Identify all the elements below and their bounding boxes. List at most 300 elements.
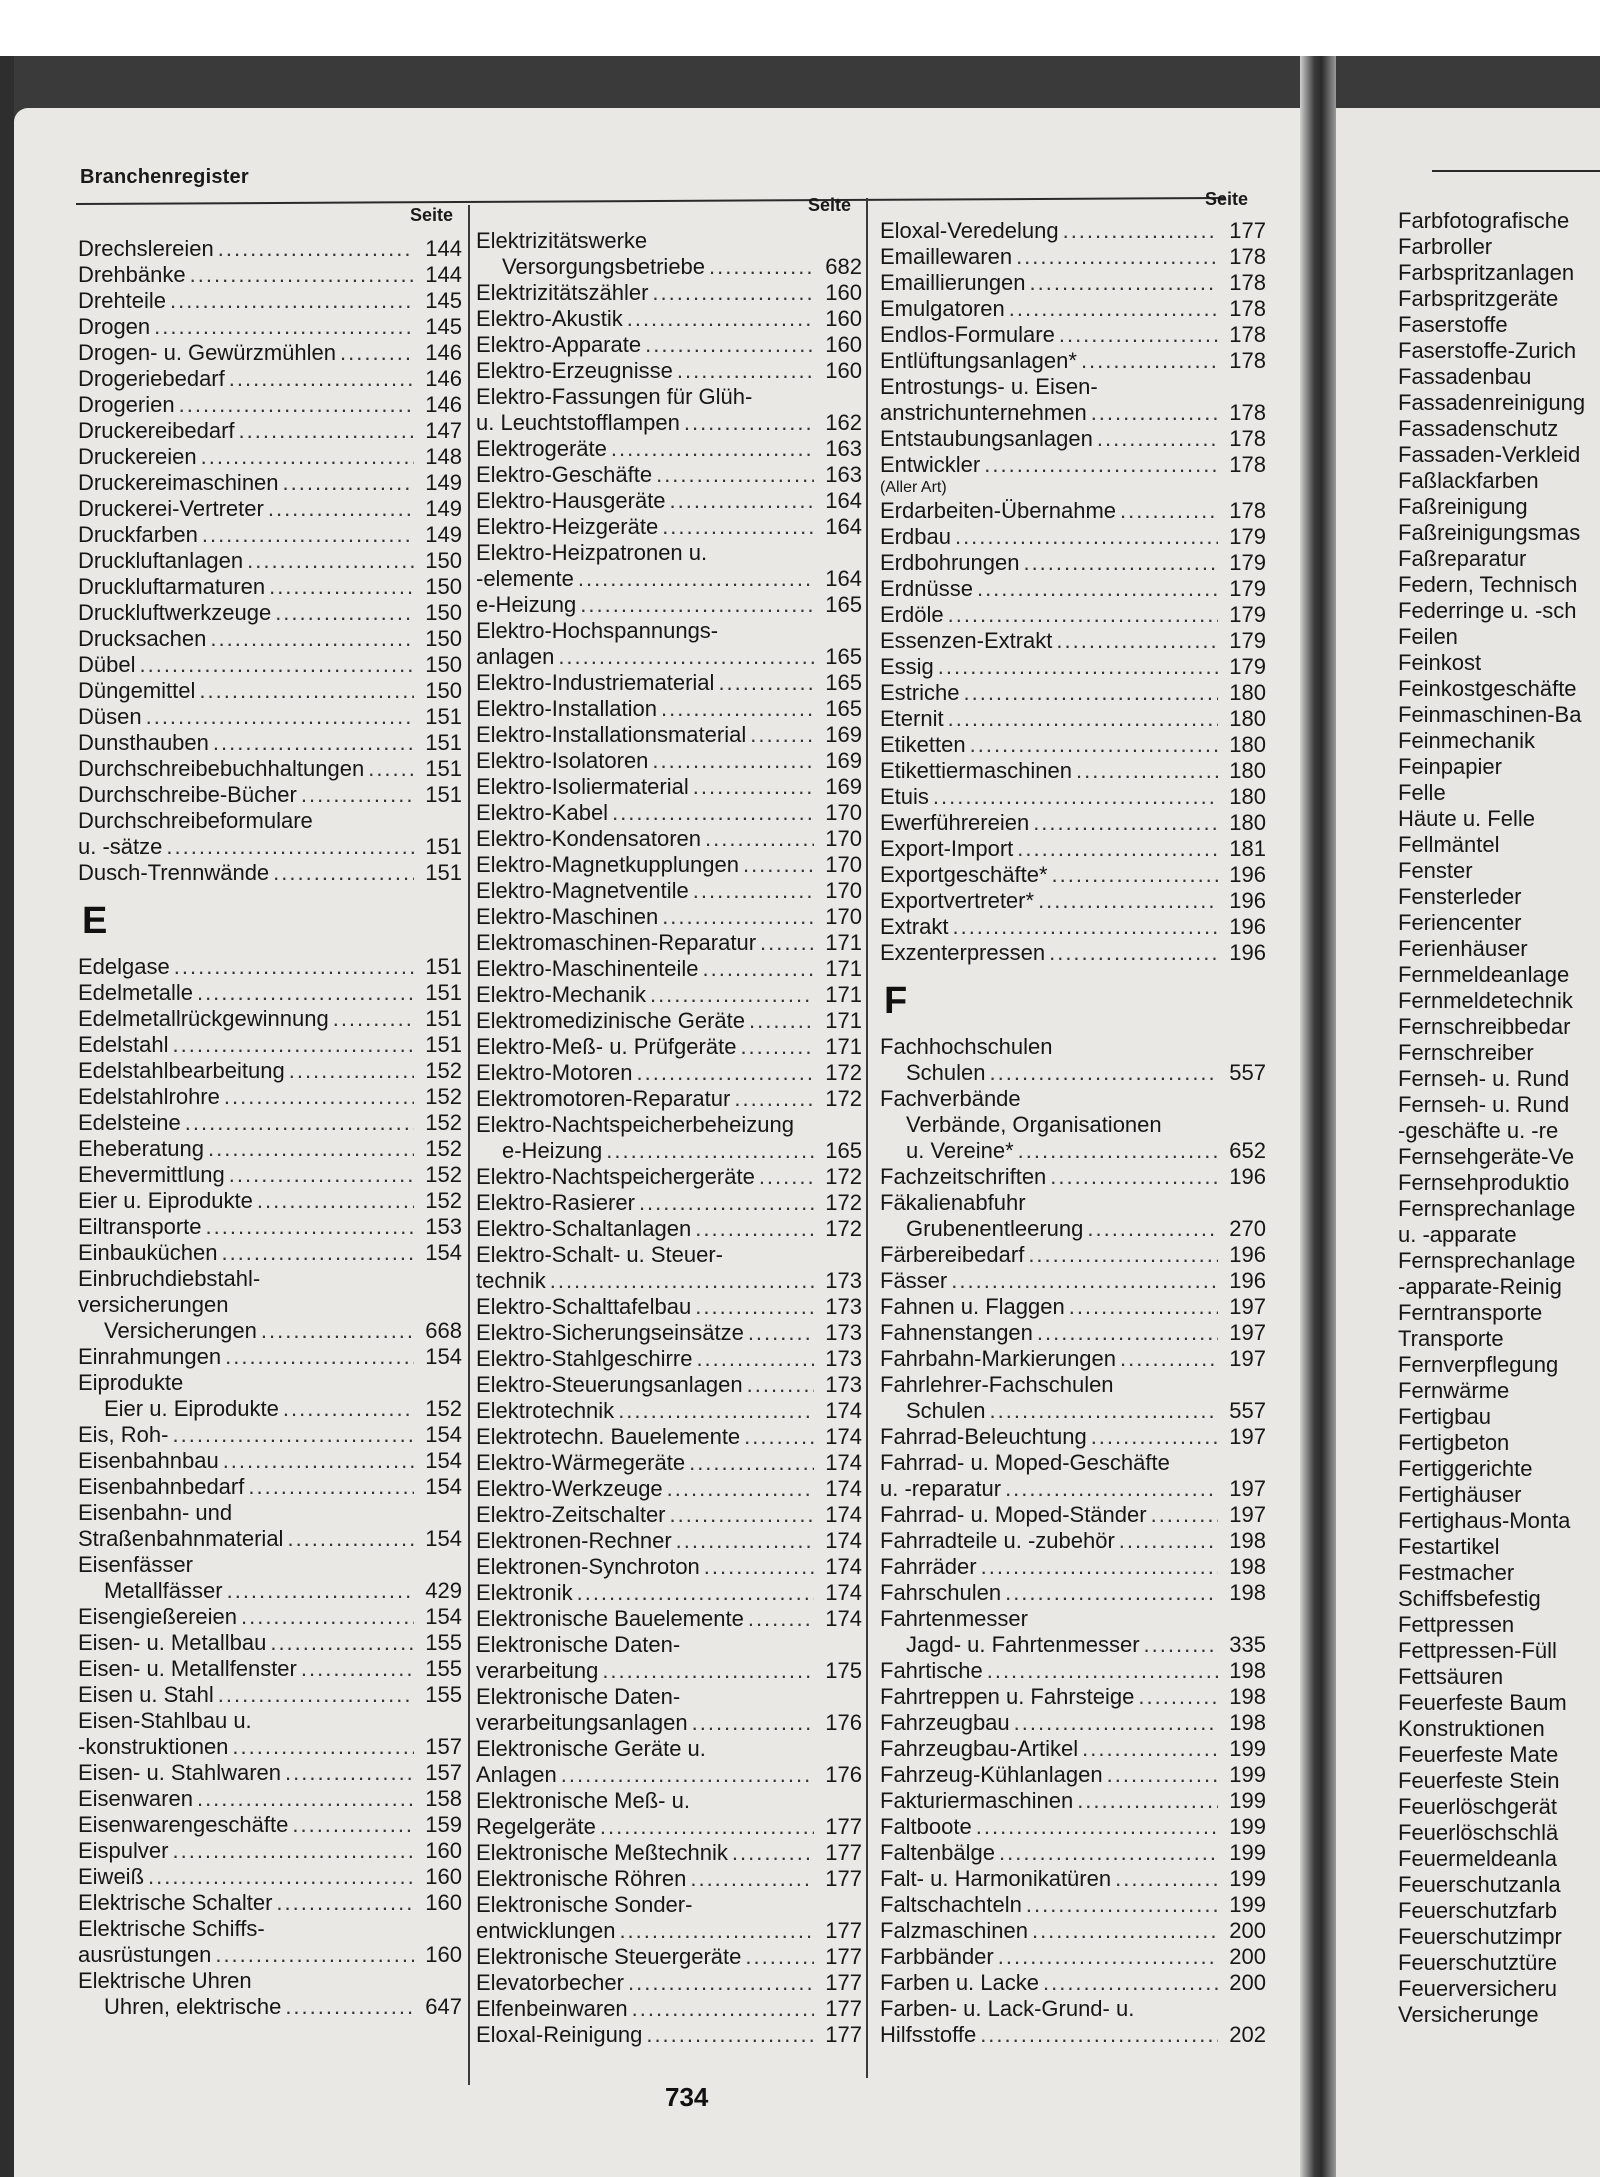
dot-leader [748, 1606, 814, 1632]
dot-leader [744, 1424, 814, 1450]
dot-leader [628, 1970, 814, 1996]
dot-leader [652, 280, 814, 306]
dot-leader [239, 418, 414, 444]
entry-page-number: 335 [1229, 1632, 1266, 1657]
entry-page-number: 160 [825, 358, 862, 383]
entry-term: Fertighaus-Monta [1398, 1508, 1571, 1533]
entry-term: Fernmeldetechnik [1398, 988, 1573, 1013]
entry-page-number: 179 [1229, 602, 1266, 627]
index-entry [476, 1580, 862, 1606]
right-page-entry [1398, 286, 1600, 312]
entry-term: e-Heizung [476, 592, 577, 617]
entry-term: Schulen [906, 1060, 986, 1085]
entry-term: Elektronische Sonder- [476, 1892, 693, 1917]
entry-term: Druckereibedarf [78, 418, 235, 443]
index-entry [476, 722, 862, 748]
dot-leader [1091, 1424, 1218, 1450]
dot-leader [285, 1994, 414, 2020]
dot-leader [1038, 888, 1218, 914]
index-entry [78, 1448, 462, 1474]
entry-term: Elektronische Röhren [476, 1866, 687, 1891]
entry-term: Feuermeldeanla [1398, 1846, 1557, 1871]
entry-term: Elektro-Kabel [476, 800, 609, 825]
entry-term: Edelstahl [78, 1032, 169, 1057]
dot-leader [612, 800, 814, 826]
dot-leader [998, 1944, 1218, 1970]
dot-leader [760, 930, 814, 956]
index-column-2 [476, 228, 862, 2048]
index-entry [880, 1216, 1266, 1242]
entry-term: verarbeitung [476, 1658, 599, 1683]
right-page-entry [1398, 1742, 1600, 1768]
index-entry [476, 1242, 862, 1268]
entry-term: Fahrräder [880, 1554, 977, 1579]
entry-term: Elektro-Schaltanlagen [476, 1216, 692, 1241]
entry-term: Elektrotechnik [476, 1398, 615, 1423]
index-entry [880, 1320, 1266, 1346]
entry-term: Fahrbahn-Markierungen [880, 1346, 1117, 1371]
entry-term: Einbauküchen [78, 1240, 218, 1265]
entry-term: Dunsthauben [78, 730, 209, 755]
entry-term: Fernseh- u. Rund [1398, 1066, 1570, 1091]
index-entry [880, 1918, 1266, 1944]
entry-term: Elektro-Akustik [476, 306, 623, 331]
index-entry [880, 914, 1266, 940]
entry-term: Drogen- u. Gewürzmühlen [78, 340, 337, 365]
index-entry [880, 1190, 1266, 1216]
index-entry [78, 392, 462, 418]
index-column-3 [880, 218, 1266, 2048]
index-entry [78, 1474, 462, 1500]
entry-page-number: 151 [425, 1006, 462, 1031]
right-page-entry [1398, 1716, 1600, 1742]
dot-leader [709, 254, 814, 280]
entry-term: Fäkalienabfuhr [880, 1190, 1026, 1215]
entry-term: Federn, Technisch [1398, 572, 1578, 597]
entry-page-number: 170 [825, 826, 862, 851]
entry-term: Konstruktionen [1398, 1716, 1545, 1741]
right-page-entry [1398, 390, 1600, 416]
entry-page-number: 196 [1229, 1242, 1266, 1267]
entry-term: Druckluftanlagen [78, 548, 244, 573]
index-entry [880, 706, 1266, 732]
right-page-entry [1398, 1248, 1600, 1274]
right-page-entry [1398, 1404, 1600, 1430]
entry-term: Essig [880, 654, 934, 679]
entry-page-number: 177 [825, 1840, 862, 1865]
index-entry [880, 1658, 1266, 1684]
right-page-entry [1398, 1872, 1600, 1898]
entry-term: Feuerfeste Mate [1398, 1742, 1559, 1767]
entry-page-number: 178 [1229, 296, 1266, 321]
index-entry [476, 1970, 862, 1996]
entry-term: Fahrrad-Beleuchtung [880, 1424, 1087, 1449]
right-page-entry [1398, 364, 1600, 390]
dot-leader [179, 392, 414, 418]
index-entry [476, 1112, 862, 1138]
entry-page-number: 165 [825, 670, 862, 695]
right-page-entry [1398, 1040, 1600, 1066]
index-entry [476, 1554, 862, 1580]
entry-page-number: 270 [1229, 1216, 1266, 1241]
entry-term: Erdnüsse [880, 576, 973, 601]
dot-leader [227, 1578, 414, 1604]
dot-leader [292, 1812, 414, 1838]
entry-term: e-Heizung [502, 1138, 603, 1163]
index-entry [880, 1268, 1266, 1294]
entry-page-number: 177 [825, 1944, 862, 1969]
entry-page-number: 169 [825, 774, 862, 799]
entry-term: Versicherungen [104, 1318, 257, 1343]
entry-term: Eisen-Stahlbau u. [78, 1708, 252, 1733]
entry-term: Farbspritzgeräte [1398, 286, 1559, 311]
dot-leader [283, 1396, 414, 1422]
index-entry [78, 1942, 462, 1968]
entry-page-number: 164 [825, 566, 862, 591]
entry-page-number: 151 [425, 1032, 462, 1057]
entry-page-number: 196 [1229, 862, 1266, 887]
dot-leader [218, 236, 414, 262]
right-page-entry [1398, 1924, 1600, 1950]
entry-term: Metallfässer [104, 1578, 223, 1603]
entry-term: Endlos-Formulare [880, 322, 1055, 347]
entry-term: Hilfsstoffe [880, 2022, 977, 2047]
entry-term: Eier u. Eiprodukte [104, 1396, 279, 1421]
entry-page-number: 177 [1229, 218, 1266, 243]
dot-leader [693, 774, 814, 800]
right-page-entry [1398, 1482, 1600, 1508]
entry-term: anstrichunternehmen [880, 400, 1087, 425]
entry-term: Fahrschulen [880, 1580, 1002, 1605]
entry-term: Elektronische Daten- [476, 1632, 681, 1657]
entry-term: Faßreinigungsmas [1398, 520, 1581, 545]
entry-term: Elektro-Magnetkupplungen [476, 852, 739, 877]
entry-term: Fachzeitschriften [880, 1164, 1047, 1189]
index-entry [880, 322, 1266, 348]
index-entry [78, 1344, 462, 1370]
dot-leader [745, 1944, 814, 1970]
index-entry [880, 1086, 1266, 1112]
index-entry [476, 1892, 862, 1918]
entry-page-number: 145 [425, 314, 462, 339]
entry-term: Faserstoffe-Zurich [1398, 338, 1577, 363]
entry-term: -konstruktionen [78, 1734, 229, 1759]
entry-page-number: 200 [1229, 1970, 1266, 1995]
dot-leader [743, 852, 814, 878]
right-page-entry [1398, 208, 1600, 234]
index-entry [476, 1060, 862, 1086]
right-page-entry [1398, 520, 1600, 546]
entry-term: Fernverpflegung [1398, 1352, 1559, 1377]
entry-term: Fassaden-Verkleid [1398, 442, 1581, 467]
entry-term: Elektrische Uhren [78, 1968, 252, 1993]
entry-term: Fachverbände [880, 1086, 1021, 1111]
index-entry [78, 1136, 462, 1162]
entry-page-number: 197 [1229, 1502, 1266, 1527]
right-page-entry [1398, 546, 1600, 572]
entry-term: Versicherunge [1398, 2002, 1539, 2027]
entry-term: Elektromedizinische Geräte [476, 1008, 746, 1033]
entry-term: Erdbohrungen [880, 550, 1020, 575]
dot-leader [201, 444, 414, 470]
dot-leader [952, 914, 1218, 940]
entry-term: Druckluftwerkzeuge [78, 600, 272, 625]
entry-page-number: 149 [425, 496, 462, 521]
entry-term: Fassadenbau [1398, 364, 1532, 389]
index-entry [78, 860, 462, 886]
entry-term: Elektro-Maschinen [476, 904, 659, 929]
entry-term: Elektro-Nachtspeicherbeheizung [476, 1112, 794, 1137]
entry-term: Elektro-Schalttafelbau [476, 1294, 692, 1319]
entry-page-number: 199 [1229, 1736, 1266, 1761]
index-entry [880, 1398, 1266, 1424]
right-page-entry [1398, 1196, 1600, 1222]
right-page-entry [1398, 884, 1600, 910]
index-entry [880, 836, 1266, 862]
entry-term: Fertigbeton [1398, 1430, 1510, 1455]
entry-page-number: 155 [425, 1682, 462, 1707]
index-entry [880, 1710, 1266, 1736]
entry-page-number: 200 [1229, 1918, 1266, 1943]
index-entry [880, 1762, 1266, 1788]
entry-page-number: 154 [425, 1240, 462, 1265]
dot-leader [1120, 498, 1218, 524]
entry-page-number: 557 [1229, 1060, 1266, 1085]
dot-leader [1009, 296, 1218, 322]
entry-term: Elektrogeräte [476, 436, 607, 461]
right-page-entry [1398, 650, 1600, 676]
entry-term: Fertigbau [1398, 1404, 1491, 1429]
page-header-title: Branchenregister [80, 166, 249, 188]
entry-term: Emaillewaren [880, 244, 1013, 269]
entry-page-number: 160 [825, 306, 862, 331]
entry-page-number: 178 [1229, 348, 1266, 373]
entry-page-number: 176 [825, 1762, 862, 1787]
index-entry [476, 306, 862, 332]
dot-leader [223, 1448, 414, 1474]
right-page-entry [1398, 858, 1600, 884]
right-page-entry [1398, 1846, 1600, 1872]
index-entry [880, 400, 1266, 426]
entry-page-number: 174 [825, 1502, 862, 1527]
entry-page-number: 154 [425, 1604, 462, 1629]
entry-term: Export-Import [880, 836, 1014, 861]
dot-leader [208, 1136, 414, 1162]
index-entry [880, 270, 1266, 296]
dot-leader [963, 680, 1218, 706]
entry-page-number: 174 [825, 1606, 862, 1631]
right-page-entry [1398, 1118, 1600, 1144]
dot-leader [689, 1450, 814, 1476]
dot-leader [976, 1814, 1218, 1840]
dot-leader [703, 956, 814, 982]
entry-page-number: 165 [825, 644, 862, 669]
entry-page-number: 199 [1229, 1814, 1266, 1839]
index-entry [78, 1734, 462, 1760]
entry-page-number: 157 [425, 1760, 462, 1785]
entry-page-number: 160 [425, 1864, 462, 1889]
index-entry [78, 1006, 462, 1032]
index-entry [880, 680, 1266, 706]
dot-leader [955, 524, 1218, 550]
dot-leader [172, 1422, 414, 1448]
entry-page-number: 150 [425, 626, 462, 651]
entry-page-number: 146 [425, 366, 462, 391]
entry-term: Falzmaschinen [880, 1918, 1028, 1943]
index-entry [476, 228, 862, 254]
entry-term: Elektro-Isolatoren [476, 748, 649, 773]
dot-leader [619, 1918, 814, 1944]
entry-term: Fenster [1398, 858, 1473, 883]
entry-page-number: 177 [825, 1866, 862, 1891]
entry-term: Fernsprechanlage [1398, 1248, 1576, 1273]
index-entry [78, 678, 462, 704]
dot-leader [1028, 1242, 1218, 1268]
entry-term: Verbände, Organisationen [906, 1112, 1162, 1137]
entry-page-number: 145 [425, 288, 462, 313]
dot-leader [269, 574, 414, 600]
entry-term: Dusch-Trennwände [78, 860, 270, 885]
index-entry [476, 1710, 862, 1736]
entry-page-number: 171 [825, 930, 862, 955]
entry-page-number: 198 [1229, 1658, 1266, 1683]
index-entry [476, 852, 862, 878]
entry-page-number: 198 [1229, 1684, 1266, 1709]
entry-page-number: 198 [1229, 1710, 1266, 1735]
entry-term: Ferntransporte [1398, 1300, 1543, 1325]
entry-term: Fernseh- u. Rund [1398, 1092, 1570, 1117]
entry-term: Etuis [880, 784, 929, 809]
entry-term: Festmacher [1398, 1560, 1515, 1585]
dot-leader [166, 834, 414, 860]
entry-page-number: 198 [1229, 1528, 1266, 1553]
entry-page-number: 155 [425, 1656, 462, 1681]
right-page-entry [1398, 312, 1600, 338]
entry-page-number: 150 [425, 678, 462, 703]
entry-term: Feuerschutztüre [1398, 1950, 1557, 1975]
entry-term: Eisenfässer [78, 1552, 193, 1577]
entry-term: Entwickler [880, 452, 981, 477]
entry-term: Exportvertreter* [880, 888, 1035, 913]
entry-page-number: 172 [825, 1086, 862, 1111]
dot-leader [1030, 270, 1218, 296]
entry-term: versicherungen [78, 1292, 229, 1317]
index-entry [476, 384, 862, 410]
index-entry [476, 904, 862, 930]
index-entry [78, 980, 462, 1006]
seite-label-col3: Seite [1205, 189, 1249, 209]
dot-leader [662, 514, 814, 540]
index-entry [78, 1214, 462, 1240]
index-entry [880, 602, 1266, 628]
dot-leader [718, 670, 814, 696]
dot-leader [215, 1942, 414, 1968]
entry-term: Elektro-Hochspannungs- [476, 618, 719, 643]
index-entry [78, 1396, 462, 1422]
entry-page-number: 429 [425, 1578, 462, 1603]
dot-leader [1076, 758, 1218, 784]
index-entry [476, 644, 862, 670]
index-entry [880, 1034, 1266, 1060]
entry-term: Elektro-Sicherungseinsätze [476, 1320, 744, 1345]
entry-term: u. -apparate [1398, 1222, 1517, 1247]
entry-page-number: 647 [425, 1994, 462, 2019]
entry-page-number: 198 [1229, 1580, 1266, 1605]
entry-page-number: 169 [825, 722, 862, 747]
entry-page-number: 151 [425, 834, 462, 859]
dot-leader [213, 730, 414, 756]
index-entry [78, 1890, 462, 1916]
entry-page-number: 158 [425, 1786, 462, 1811]
dot-leader [987, 1658, 1218, 1684]
dot-leader [229, 366, 414, 392]
entry-term: Fahrrad- u. Moped-Geschäfte [880, 1450, 1170, 1475]
entry-term: Erdarbeiten-Übernahme [880, 498, 1117, 523]
entry-term: Versorgungsbetriebe [502, 254, 706, 279]
entry-term: Falt- u. Harmonikatüren [880, 1866, 1112, 1891]
index-entry [880, 218, 1266, 244]
entry-term: Transporte [1398, 1326, 1504, 1351]
dot-leader [1144, 1632, 1218, 1658]
dot-leader [1050, 1164, 1218, 1190]
entry-term: Exportgeschäfte* [880, 862, 1048, 887]
index-entry [476, 956, 862, 982]
entry-term: Emaillierungen [880, 270, 1026, 295]
index-entry [78, 1110, 462, 1136]
entry-page-number: 152 [425, 1162, 462, 1187]
dot-leader [646, 2022, 814, 2048]
index-entry [880, 1684, 1266, 1710]
dot-leader [224, 1084, 414, 1110]
entry-term: Entlüftungsanlagen* [880, 348, 1077, 373]
entry-term: Fahnenstangen [880, 1320, 1033, 1345]
entry-term: Drechslereien [78, 236, 214, 261]
entry-page-number: 172 [825, 1060, 862, 1085]
entry-page-number: 160 [825, 332, 862, 357]
entry-page-number: 165 [825, 1138, 862, 1163]
entry-term: Extrakt [880, 914, 949, 939]
right-page-index-column [1398, 208, 1600, 2028]
entry-page-number: 151 [425, 980, 462, 1005]
entry-term: Feinkostgeschäfte [1398, 676, 1577, 701]
entry-page-number: 169 [825, 748, 862, 773]
entry-page-number: 196 [1229, 888, 1266, 913]
right-page-entry [1398, 1612, 1600, 1638]
index-entry [476, 1944, 862, 1970]
entry-term: Fernsehproduktio [1398, 1170, 1570, 1195]
entry-page-number: 159 [425, 1812, 462, 1837]
entry-page-number: 163 [825, 462, 862, 487]
entry-term: Erdöle [880, 602, 944, 627]
dot-leader [146, 704, 414, 730]
entry-page-number: 172 [825, 1164, 862, 1189]
index-entry [78, 1318, 462, 1344]
entry-page-number: 152 [425, 1396, 462, 1421]
right-page-entry [1398, 442, 1600, 468]
index-entry [476, 1606, 862, 1632]
index-entry [476, 1138, 862, 1164]
entry-page-number: 157 [425, 1734, 462, 1759]
index-entry [476, 1658, 862, 1684]
entry-term: Feriencenter [1398, 910, 1522, 935]
right-page-entry [1398, 598, 1600, 624]
entry-term: Elektro-Heizpatronen u. [476, 540, 708, 565]
index-entry [78, 600, 462, 626]
index-entry [880, 862, 1266, 888]
entry-page-number: 171 [825, 982, 862, 1007]
entry-term: Farbfotografische [1398, 208, 1570, 233]
index-entry [476, 280, 862, 306]
